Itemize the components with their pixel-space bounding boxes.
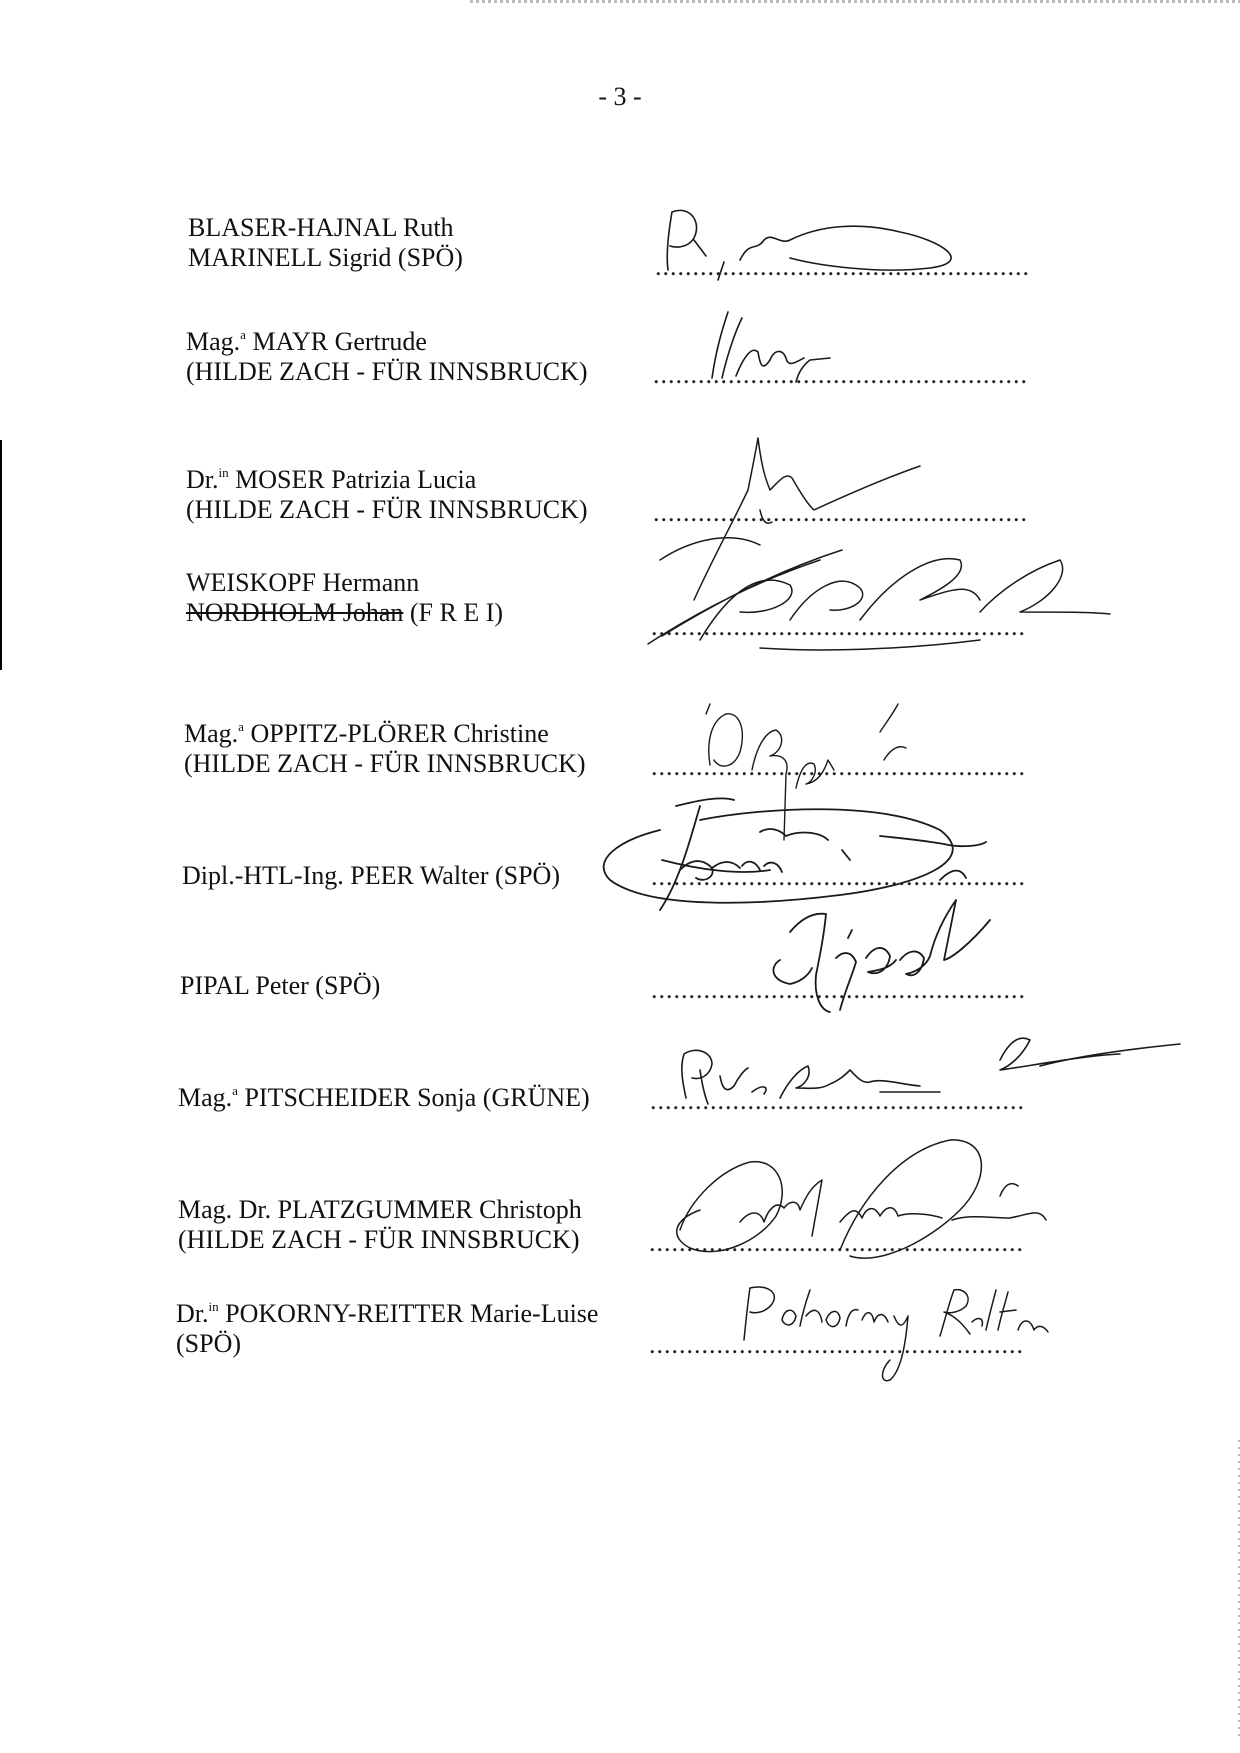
signatory-entry-peer — [182, 861, 560, 891]
signature-line: .................................................. — [653, 360, 1028, 389]
signatory-entry-blaser-hajnal — [188, 213, 463, 273]
signatory-name: MAYR Gertrude — [245, 327, 427, 356]
title-suffix: in — [208, 1299, 219, 1314]
signatory-name: PIPAL Peter (SPÖ) — [180, 971, 381, 1000]
title-suffix: a — [232, 1083, 238, 1098]
signatory-entry-moser — [186, 465, 588, 525]
title-suffix: a — [240, 327, 246, 342]
party-affiliation: (HILDE ZACH - FÜR INNSBRUCK) — [186, 357, 588, 386]
party-affiliation: (HILDE ZACH - FÜR INNSBRUCK) — [186, 495, 588, 524]
page-number: - 3 - — [598, 82, 642, 111]
struck-name: NORDHOLM Johan — [186, 598, 404, 627]
signature-line: .................................................. — [650, 1086, 1025, 1115]
signature-line: .................................................. — [651, 612, 1026, 641]
academic-title: Mag. — [184, 719, 239, 748]
signatory-entry-mayr — [186, 327, 588, 387]
signatory-entry-platzgummer — [178, 1195, 582, 1255]
academic-title: Dr. — [186, 465, 219, 494]
signatory-entry-oppitz-ploerer — [184, 719, 586, 779]
party-affiliation: (SPÖ) — [176, 1329, 242, 1358]
signature-line: .................................................. — [655, 252, 1030, 281]
signatory-name: MOSER Patrizia Lucia — [228, 465, 477, 494]
signature-line: .................................................. — [651, 752, 1026, 781]
signatory-entry-pokorny-reitter — [176, 1299, 598, 1359]
signature-peer — [604, 798, 986, 910]
signature-line: .................................................. — [651, 975, 1026, 1004]
academic-title: Mag. — [186, 327, 241, 356]
signature-line: .................................................. — [651, 862, 1026, 891]
party-affiliation: (HILDE ZACH - FÜR INNSBRUCK) — [184, 749, 586, 778]
signatory-name: MARINELL Sigrid (SPÖ) — [188, 243, 463, 272]
title-suffix: a — [238, 719, 244, 734]
signatory-name: POKORNY-REITTER Marie-Luise — [218, 1299, 599, 1328]
signatory-name: BLASER-HAJNAL Ruth — [188, 213, 454, 242]
signatory-entry-pipal — [180, 971, 380, 1001]
signatory-name: PITSCHEIDER Sonja (GRÜNE) — [237, 1083, 590, 1112]
signatory-name: Dipl.-HTL-Ing. PEER Walter (SPÖ) — [182, 861, 560, 890]
signature-line: .................................................. — [653, 498, 1028, 527]
academic-title: Mag. — [178, 1083, 233, 1112]
academic-title: Dr. — [176, 1299, 209, 1328]
signature-line: .................................................. — [649, 1228, 1024, 1257]
party-affiliation: (F R E I) — [403, 598, 504, 627]
title-suffix: in — [218, 465, 229, 480]
signatory-name: OPPITZ-PLÖRER Christine — [243, 719, 549, 748]
signatory-name: Mag. Dr. PLATZGUMMER Christoph — [178, 1195, 582, 1224]
scan-edge-top — [470, 0, 1240, 3]
signatory-entry-pitscheider — [178, 1083, 590, 1113]
signature-line: .................................................. — [649, 1330, 1024, 1359]
party-affiliation: (HILDE ZACH - FÜR INNSBRUCK) — [178, 1225, 580, 1254]
signatory-entry-weiskopf — [186, 568, 503, 628]
signatory-name: WEISKOPF Hermann — [186, 568, 420, 597]
scan-edge-left — [0, 440, 2, 670]
